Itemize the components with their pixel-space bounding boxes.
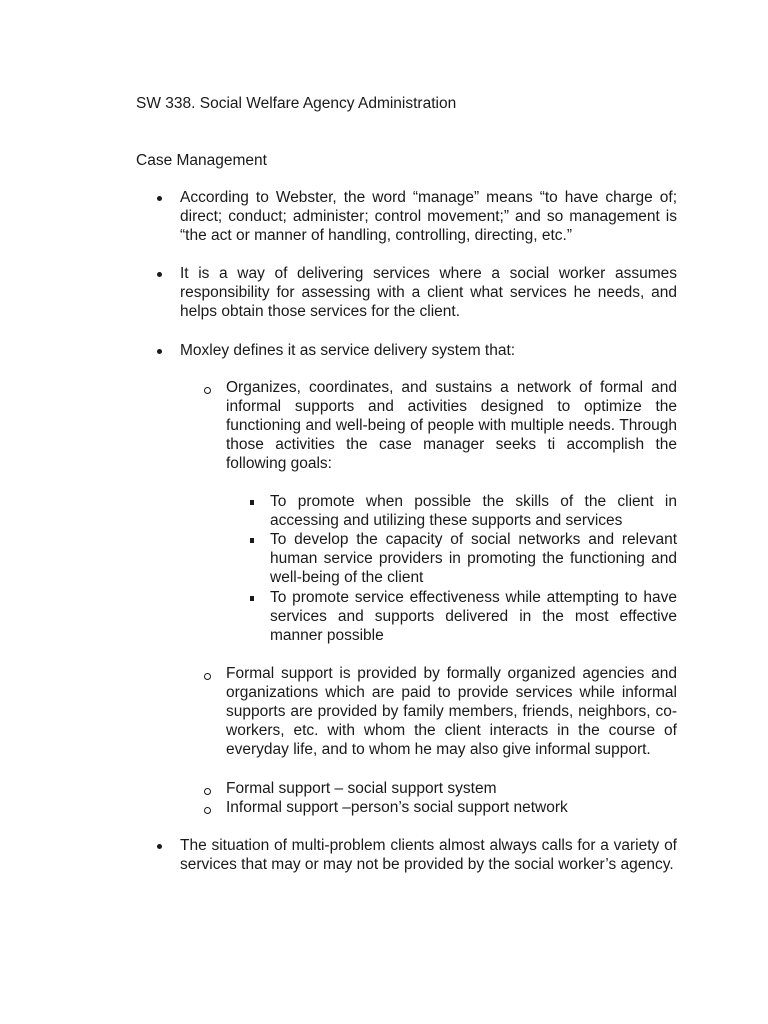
goal-item: To promote service effectiveness while attempting to have services and supports delivered in the most effective manner possible <box>270 589 677 644</box>
bullet-disc-icon <box>157 349 162 354</box>
bullet-item: The situation of multi-problem clients almost always calls for a variety of services that may or may not be provided by the social worker’s agency. <box>180 837 677 873</box>
document-title: SW 338. Social Welfare Agency Administration <box>136 95 457 112</box>
bullet-disc-icon <box>157 844 162 849</box>
bullet-square-icon <box>250 538 254 543</box>
bullet-circle-icon <box>204 788 211 795</box>
sub-bullet-item: Informal support –person’s social support network <box>226 799 568 816</box>
section-heading: Case Management <box>136 152 267 169</box>
sub-bullet-item: Formal support – social support system <box>226 780 497 797</box>
goal-item: To develop the capacity of social networks and relevant human service providers in promoting the functioning and well-being of the client <box>270 531 677 586</box>
goal-item: To promote when possible the skills of the client in accessing and utilizing these supports and services <box>270 493 677 529</box>
bullet-square-icon <box>250 500 254 505</box>
sub-bullet-item: Organizes, coordinates, and sustains a network of formal and informal supports and activities designed to optimize the functioning and well-being of people with multiple needs. Through those activities the case manager seeks ti accomplish the following goals: <box>226 379 677 472</box>
bullet-circle-icon <box>204 673 211 680</box>
bullet-disc-icon <box>157 196 162 201</box>
bullet-disc-icon <box>157 272 162 277</box>
bullet-square-icon <box>250 596 254 601</box>
bullet-item: Moxley defines it as service delivery system that: <box>180 342 516 359</box>
bullet-item: It is a way of delivering services where a social worker assumes responsibility for assessing with a client what services he needs, and helps obtain those services for the client. <box>180 265 677 320</box>
sub-bullet-item: Formal support is provided by formally organized agencies and organizations which are paid to provide services while informal supports are provided by family members, friends, neighbors, co-workers, etc. with whom the client interacts in the course of everyday life, and to whom he may also give informal support. <box>226 665 677 758</box>
bullet-circle-icon <box>204 387 211 394</box>
bullet-item: According to Webster, the word “manage” means “to have charge of; direct; conduct; administer; control movement;” and so management is “the act or manner of handling, controlling, directing, etc.” <box>180 189 677 244</box>
bullet-circle-icon <box>204 807 211 814</box>
